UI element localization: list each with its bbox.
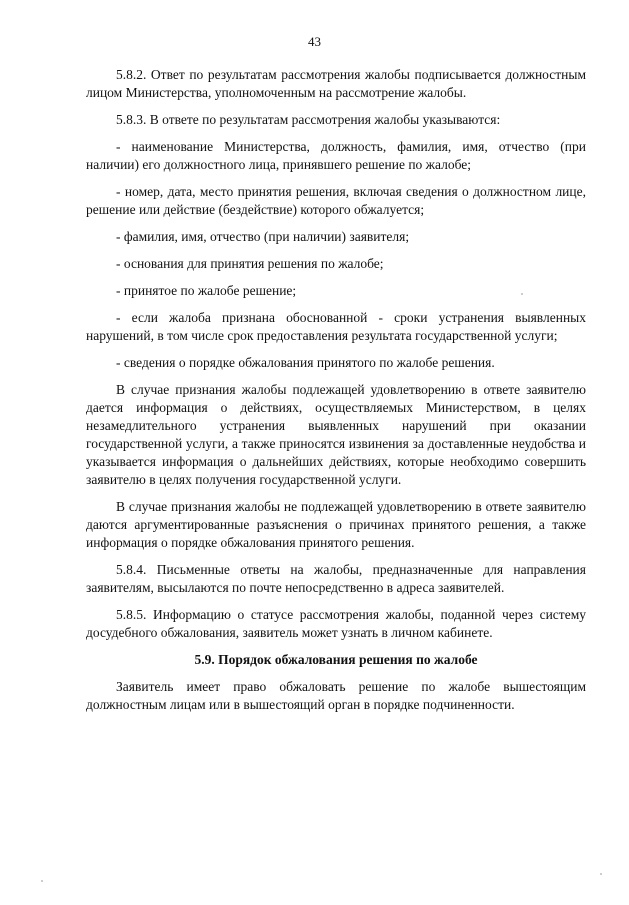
scan-speck <box>41 880 43 882</box>
list-item-decision: - принятое по жалобе решение; <box>116 283 297 298</box>
paragraph-complaint-rejected: В случае признания жалобы не подлежащей удовлетворению в ответе заявителю даются аргументированные разъяснения о причинах принятого решения, а также информация о порядке обжалования принятого решения. <box>86 499 586 550</box>
page-number: 43 <box>308 34 321 49</box>
list-item-ministry-name: - наименование Министерства, должность, фамилия, имя, отчество (при наличии) его должностного лица, принявшего решение по жалобе; <box>86 139 586 172</box>
paragraph-5-8-2: 5.8.2. Ответ по результатам рассмотрения жалобы подписывается должностным лицом Министерства, уполномоченным на рассмотрение жалобы. <box>86 67 586 100</box>
list-item-appeal-procedure: - сведения о порядке обжалования принятого по жалобе решения. <box>116 355 495 370</box>
scan-speck <box>521 293 523 295</box>
list-item-decision-number: - номер, дата, место принятия решения, включая сведения о должностном лице, решение или действие (бездействие) которого обжалуется; <box>86 184 586 217</box>
scan-speck <box>600 873 602 875</box>
list-item-decision-grounds: - основания для принятия решения по жалобе; <box>116 256 384 271</box>
list-item-applicant-name: - фамилия, имя, отчество (при наличии) заявителя; <box>116 229 410 244</box>
paragraph-5-8-4: 5.8.4. Письменные ответы на жалобы, предназначенные для направления заявителям, высылаются по почте непосредственно в адреса заявителей. <box>86 562 586 595</box>
paragraph-5-8-3: 5.8.3. В ответе по результатам рассмотрения жалобы указываются: <box>116 112 501 127</box>
list-item-justified-complaint: - если жалоба признана обоснованной - сроки устранения выявленных нарушений, в том числе срок предоставления результата государственной услуги; <box>86 310 586 343</box>
paragraph-5-8-5: 5.8.5. Информацию о статусе рассмотрения жалобы, поданной через систему досудебного обжалования, заявитель может узнать в личном кабинете. <box>86 607 586 640</box>
document-body <box>86 66 586 723</box>
section-heading-5-9: 5.9. Порядок обжалования решения по жалобе <box>194 652 478 667</box>
paragraph-complaint-satisfied: В случае признания жалобы подлежащей удовлетворению в ответе заявителю дается информация о действиях, осуществляемых Министерством, в целях незамедлительного устранения выявленных нарушений при оказании государственной услуги, а также приносятся извинения за доставленные неудобства и указывается информация о дальнейших действиях, которые необходимо совершить заявителю в целях получения государственной услуги. <box>86 382 586 487</box>
paragraph-appeal-right: Заявитель имеет право обжаловать решение по жалобе вышестоящим должностным лицам или в вышестоящий орган в порядке подчиненности. <box>86 679 586 712</box>
